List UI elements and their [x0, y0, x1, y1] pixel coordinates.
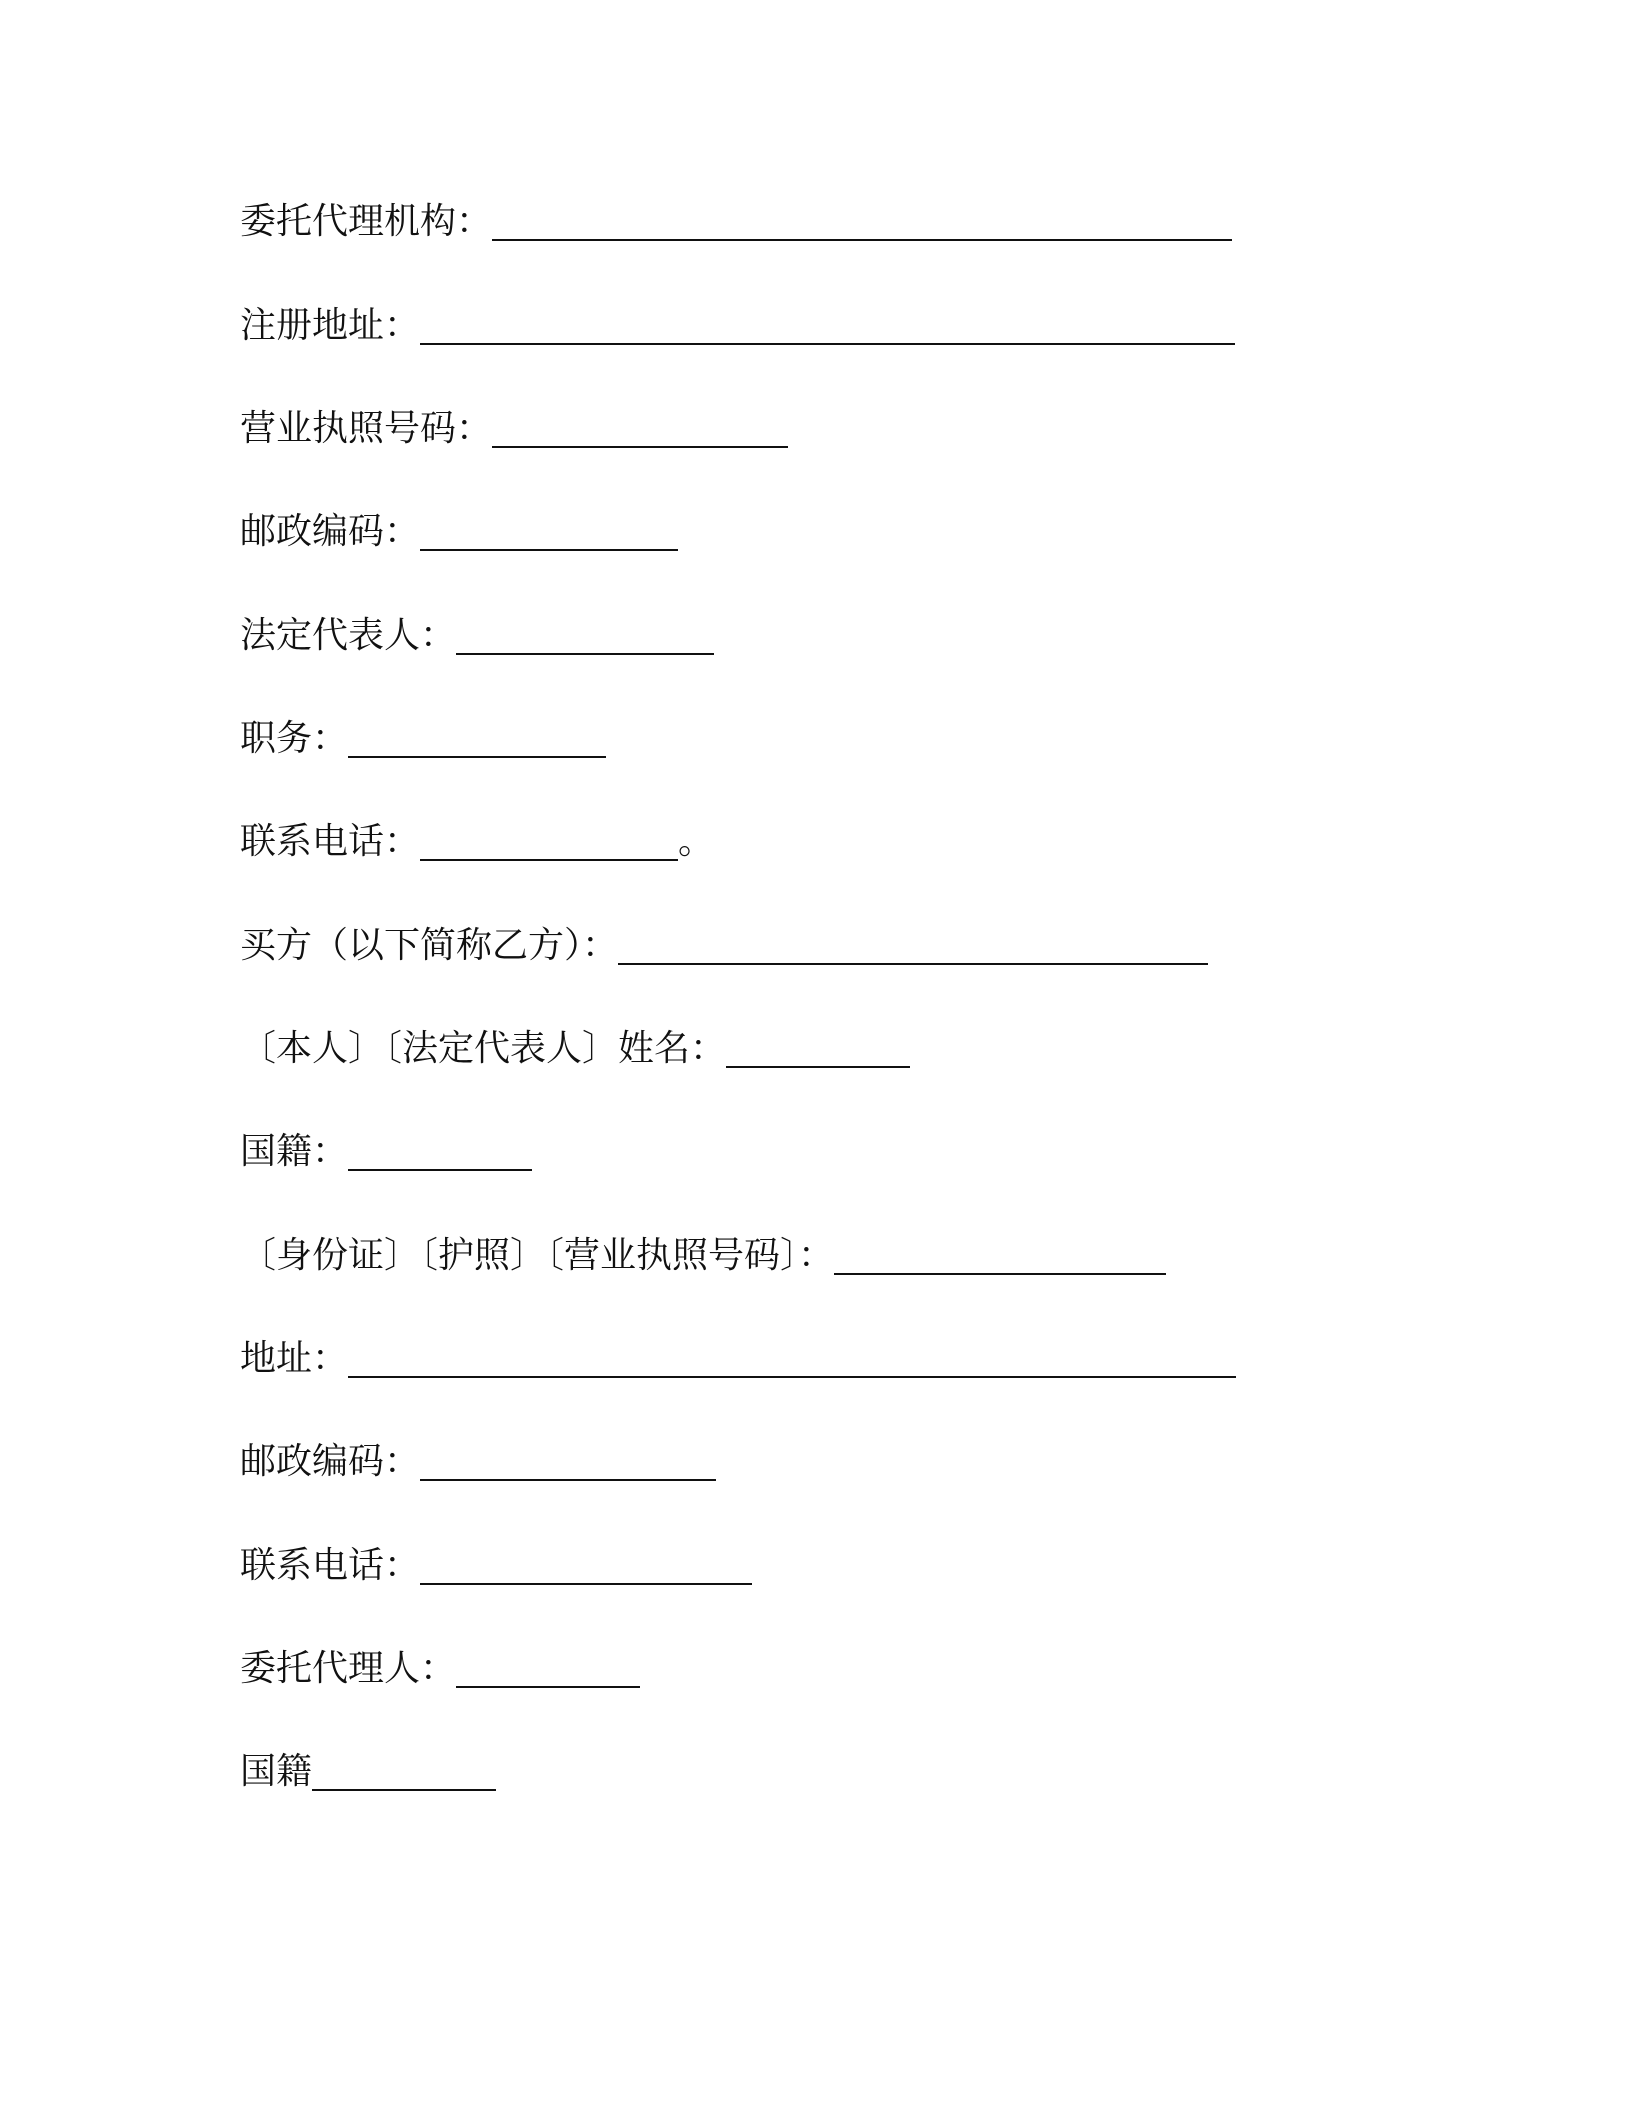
- field-label: 委托代理人：: [240, 1648, 457, 1689]
- field-label: 〔本人〕〔法定代表人〕姓名：: [240, 1028, 727, 1069]
- field-label: 委托代理机构：: [240, 201, 493, 242]
- field-label: 联系电话：: [240, 1545, 421, 1586]
- blank-line: [420, 1445, 716, 1481]
- form-row-name: [240, 1015, 910, 1071]
- form-row-agent: [240, 1635, 640, 1691]
- field-label: 邮政编码：: [240, 511, 421, 552]
- form-row-postal-code: [240, 498, 678, 554]
- field-label: 国籍: [240, 1751, 313, 1792]
- form-row-license-number: [240, 395, 788, 451]
- form-row-nationality-2: [240, 1738, 496, 1794]
- field-label: 注册地址：: [240, 305, 421, 346]
- blank-line: [834, 1239, 1166, 1275]
- form-row-address: [240, 1325, 1236, 1381]
- blank-line: [618, 929, 1208, 965]
- form-row-legal-representative: [240, 602, 714, 658]
- blank-line: [348, 1342, 1236, 1378]
- blank-line: [420, 309, 1235, 345]
- field-label: 职务：: [240, 718, 349, 759]
- blank-line: [456, 619, 714, 655]
- form-row-phone-2: [240, 1532, 752, 1588]
- form-row-id-number: [240, 1222, 1166, 1278]
- blank-line: [420, 1549, 752, 1585]
- period-mark: 。: [678, 821, 715, 862]
- form-row-nationality: [240, 1118, 532, 1174]
- field-label: 买方（以下简称乙方）：: [240, 925, 619, 966]
- blank-line: [456, 1652, 640, 1688]
- blank-line: [348, 1135, 532, 1171]
- field-label: 〔身份证〕〔护照〕〔营业执照号码〕：: [240, 1235, 835, 1276]
- blank-line: [420, 825, 678, 861]
- field-label: 邮政编码：: [240, 1441, 421, 1482]
- blank-line: [420, 515, 678, 551]
- field-label: 国籍：: [240, 1131, 349, 1172]
- blank-line: [348, 722, 606, 758]
- blank-line: [312, 1755, 496, 1791]
- form-row-agency: [240, 188, 1232, 244]
- field-label: 法定代表人：: [240, 615, 457, 656]
- blank-line: [492, 412, 788, 448]
- form-row-phone: [240, 808, 714, 864]
- blank-line: [726, 1032, 910, 1068]
- field-label: 地址：: [240, 1338, 349, 1379]
- form-row-position: [240, 705, 606, 761]
- blank-line: [492, 205, 1232, 241]
- field-label: 联系电话：: [240, 821, 421, 862]
- form-row-registered-address: [240, 292, 1235, 348]
- form-row-postal-code-2: [240, 1428, 716, 1484]
- field-label: 营业执照号码：: [240, 408, 493, 449]
- form-row-buyer: [240, 912, 1208, 968]
